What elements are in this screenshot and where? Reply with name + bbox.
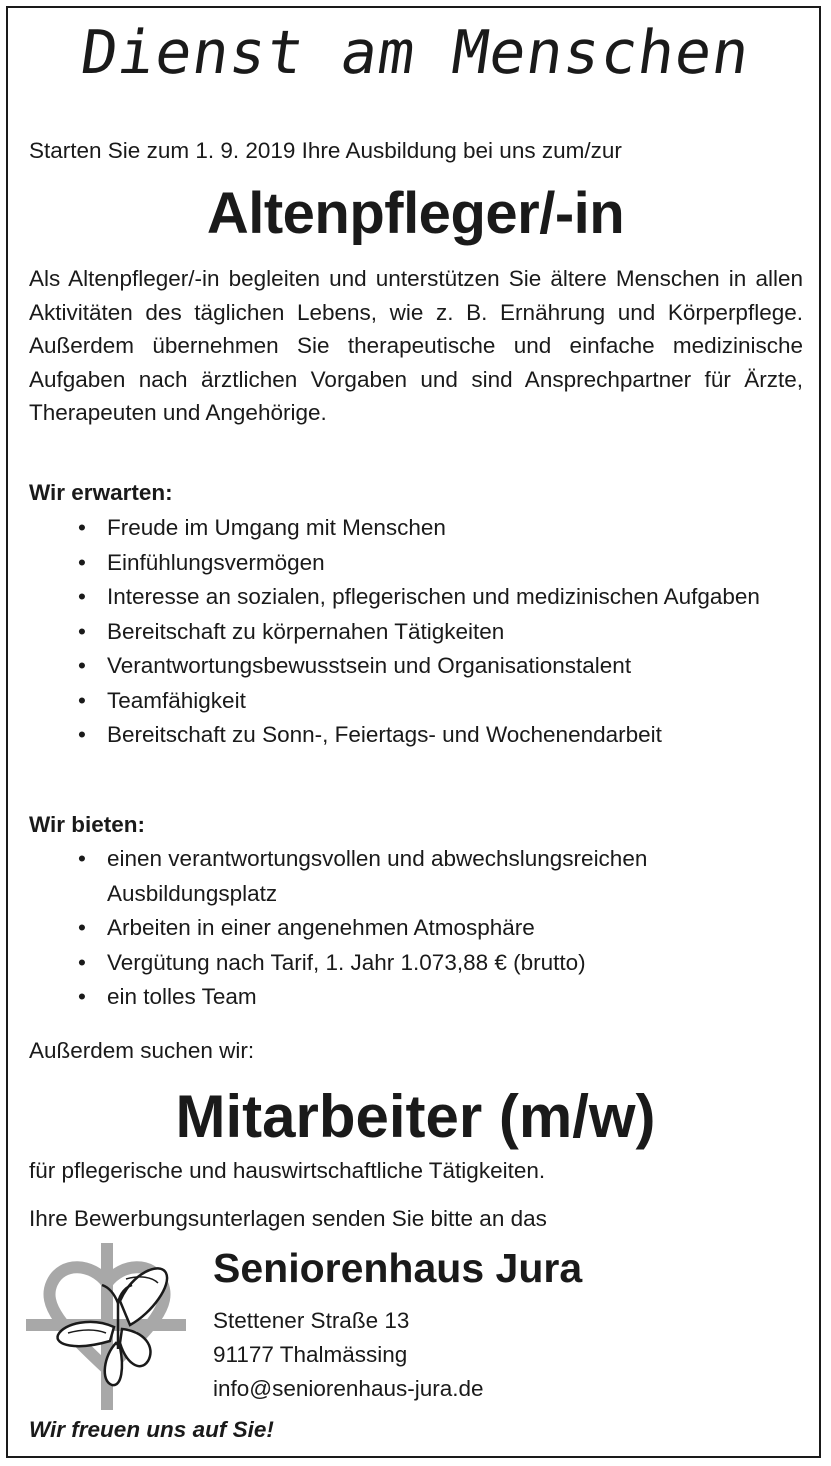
expect-list	[78, 511, 808, 753]
list-item: • ein tolles Team	[78, 984, 257, 1009]
list-item: • Bereitschaft zu körpernahen Tätigkeiten	[78, 618, 505, 644]
closing-line: Wir freuen uns auf Sie!	[29, 1417, 274, 1442]
second-job-detail: für pflegerische und hauswirtschaftliche Tätigkeiten.	[29, 1158, 546, 1183]
job-description: Als Altenpfleger/-in begleiten und unterstützen Sie ältere Menschen in allen Aktivitäten des täglichen Lebens, wie z. B. Ernährung und Körperpflege. Außerdem übernehmen Sie therapeutische und einfache medizinische Aufgaben nach ärztlichen Vorgaben und sind Ansprechpartner für Ärzte, Therapeuten und Angehörige.	[29, 266, 803, 425]
email: info@seniorenhaus-jura.de	[213, 1376, 484, 1401]
list-item: • Arbeiten in einer angenehmen Atmosphäre	[78, 915, 535, 940]
list-item: • Teamfähigkeit	[78, 687, 246, 713]
organization-name: Seniorenhaus Jura	[213, 1245, 583, 1291]
organization-address	[213, 1304, 484, 1406]
second-job-title: Mitarbeiter (m/w)	[175, 1083, 656, 1150]
intro-text: Starten Sie zum 1. 9. 2019 Ihre Ausbildung bei uns zum/zur	[29, 138, 622, 163]
list-item: • Freude im Umgang mit Menschen	[78, 515, 446, 540]
street: Stettener Straße 13	[213, 1308, 410, 1333]
job-title: Altenpfleger/-in	[206, 181, 625, 246]
expect-heading: Wir erwarten:	[29, 480, 173, 505]
offer-heading: Wir bieten:	[29, 812, 146, 837]
list-item: • Bereitschaft zu Sonn-, Feiertags- und Wochenendarbeit	[78, 722, 662, 747]
offer-list	[78, 842, 808, 1015]
list-item: • Verantwortungsbewusstsein und Organisationstalent	[78, 653, 632, 678]
list-item: • Einfühlungsvermögen	[78, 549, 325, 575]
seniorenhaus-logo	[22, 1243, 192, 1410]
list-item: • Vergütung nach Tarif, 1. Jahr 1.073,88 € (brutto)	[78, 949, 586, 975]
apply-line: Ihre Bewerbungsunterlagen senden Sie bitte an das	[29, 1206, 547, 1231]
city: 91177 Thalmässing	[213, 1342, 408, 1367]
headline: Dienst am Menschen	[76, 18, 755, 88]
list-item: • einen verantwortungsvollen und abwechslungsreichen Ausbildungsplatz	[78, 846, 648, 906]
list-item: • Interesse an sozialen, pflegerischen und medizinischen Aufgaben	[78, 584, 760, 609]
additionally-text: Außerdem suchen wir:	[29, 1038, 255, 1063]
